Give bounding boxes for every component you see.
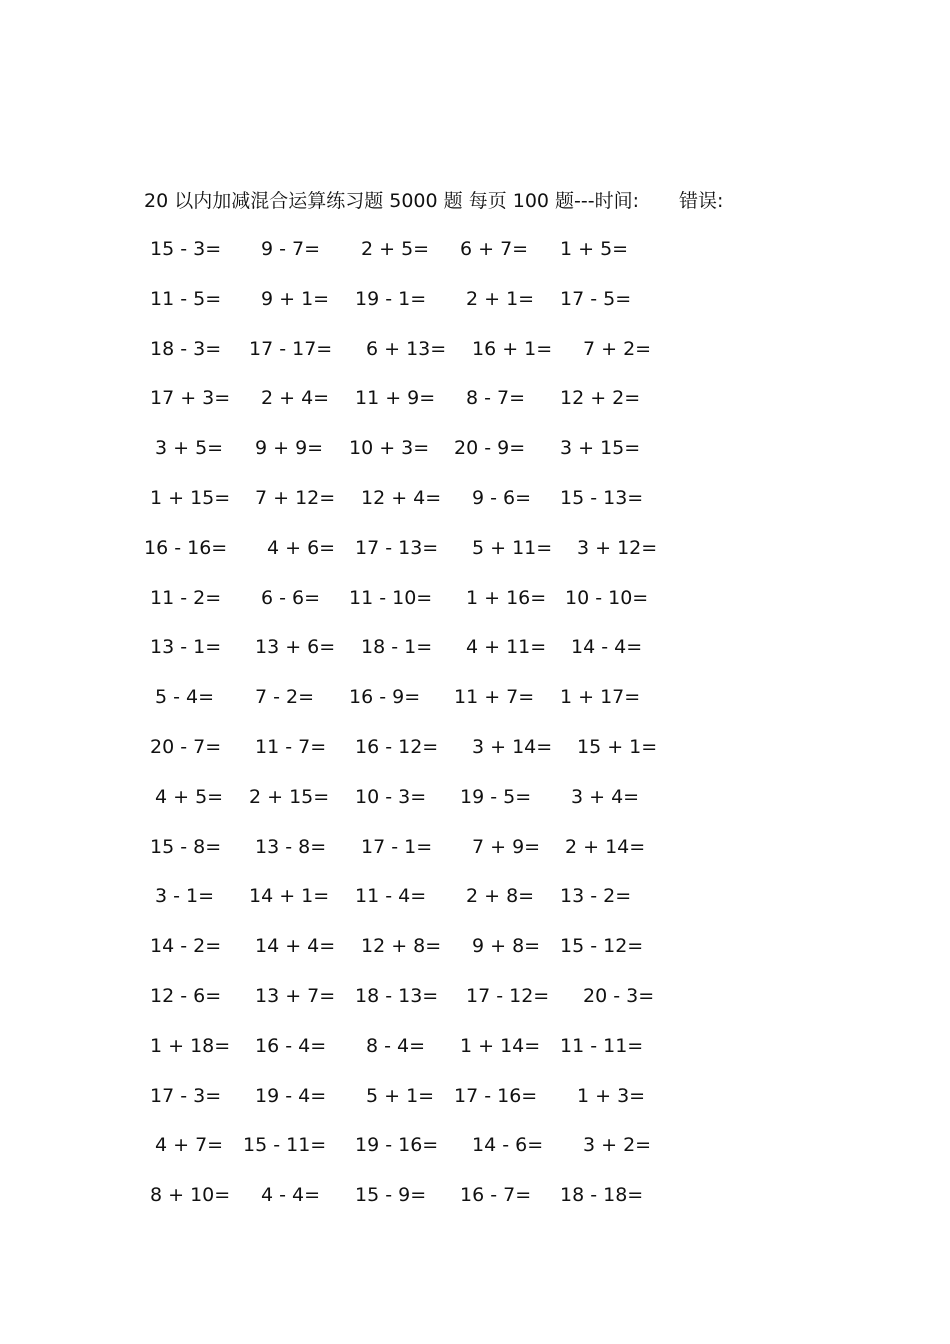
arithmetic-problem: 7 + 2=	[583, 337, 652, 360]
problem-row	[0, 433, 950, 463]
arithmetic-problem: 19 - 4=	[255, 1084, 327, 1107]
arithmetic-problem: 5 - 4=	[155, 686, 215, 709]
arithmetic-problem: 9 + 1=	[261, 287, 330, 310]
problem-row	[0, 1180, 950, 1210]
problem-row	[0, 334, 950, 364]
arithmetic-problem: 18 - 1=	[361, 636, 433, 659]
arithmetic-problem: 8 - 7=	[466, 387, 526, 410]
arithmetic-problem: 15 - 13=	[560, 487, 644, 509]
arithmetic-problem: 11 - 5=	[150, 287, 222, 310]
arithmetic-problem: 3 + 2=	[583, 1134, 652, 1157]
arithmetic-problem: 1 + 14=	[460, 1034, 541, 1057]
arithmetic-problem: 18 - 18=	[560, 1184, 644, 1207]
arithmetic-problem: 18 - 13=	[355, 985, 439, 1007]
arithmetic-problem: 16 - 4=	[255, 1034, 327, 1057]
arithmetic-problem: 3 + 4=	[571, 785, 640, 808]
arithmetic-problem: 11 - 7=	[255, 736, 327, 758]
arithmetic-problem: 4 + 11=	[466, 636, 547, 659]
arithmetic-problem: 12 + 2=	[560, 387, 641, 410]
arithmetic-problem: 15 - 12=	[560, 935, 644, 958]
arithmetic-problem: 20 - 7=	[150, 736, 222, 758]
problem-row	[0, 583, 950, 613]
arithmetic-problem: 7 + 9=	[472, 835, 541, 858]
arithmetic-problem: 11 + 7=	[454, 686, 535, 709]
arithmetic-problem: 13 - 1=	[150, 636, 222, 659]
arithmetic-problem: 16 - 12=	[355, 736, 439, 758]
arithmetic-problem: 8 + 10=	[150, 1184, 231, 1207]
arithmetic-problem: 14 - 4=	[571, 636, 643, 659]
problem-row	[0, 782, 950, 812]
arithmetic-problem: 16 + 1=	[472, 337, 553, 360]
arithmetic-problem: 4 + 7=	[155, 1134, 224, 1157]
problem-row	[0, 682, 950, 712]
arithmetic-problem: 12 + 4=	[361, 487, 442, 509]
arithmetic-problem: 3 + 14=	[472, 736, 553, 758]
problem-row	[0, 1081, 950, 1111]
arithmetic-problem: 13 - 2=	[560, 885, 632, 908]
arithmetic-problem: 17 - 12=	[466, 985, 550, 1007]
arithmetic-problem: 19 - 5=	[460, 785, 532, 808]
arithmetic-problem: 2 + 15=	[249, 785, 330, 808]
arithmetic-problem: 1 + 18=	[150, 1034, 231, 1057]
problem-row	[0, 632, 950, 662]
arithmetic-problem: 8 - 4=	[366, 1034, 426, 1057]
arithmetic-problem: 7 + 12=	[255, 487, 336, 509]
arithmetic-problem: 3 - 1=	[155, 885, 215, 908]
arithmetic-problem: 14 - 2=	[150, 935, 222, 958]
arithmetic-problem: 15 - 3=	[150, 238, 222, 260]
arithmetic-problem: 11 - 10=	[349, 586, 433, 609]
arithmetic-problem: 17 + 3=	[150, 387, 231, 410]
arithmetic-problem: 2 + 8=	[466, 885, 535, 908]
arithmetic-problem: 1 + 16=	[466, 586, 547, 609]
arithmetic-problem: 6 + 7=	[460, 238, 529, 260]
arithmetic-problem: 4 + 6=	[267, 536, 336, 559]
arithmetic-problem: 10 - 10=	[565, 586, 649, 609]
arithmetic-problem: 2 + 4=	[261, 387, 330, 410]
arithmetic-problem: 17 - 16=	[454, 1084, 538, 1107]
problem-row	[0, 383, 950, 413]
arithmetic-problem: 6 + 13=	[366, 337, 447, 360]
arithmetic-problem: 13 + 7=	[255, 985, 336, 1007]
arithmetic-problem: 2 + 5=	[361, 238, 430, 260]
arithmetic-problem: 11 - 2=	[150, 586, 222, 609]
arithmetic-problem: 2 + 14=	[565, 835, 646, 858]
arithmetic-problem: 5 + 11=	[472, 536, 553, 559]
arithmetic-problem: 19 - 16=	[355, 1134, 439, 1157]
arithmetic-problem: 16 - 7=	[460, 1184, 532, 1207]
arithmetic-problem: 11 - 11=	[560, 1034, 644, 1057]
arithmetic-problem: 9 + 8=	[472, 935, 541, 958]
arithmetic-problem: 1 + 17=	[560, 686, 641, 709]
arithmetic-problem: 3 + 15=	[560, 437, 641, 460]
arithmetic-problem: 4 + 5=	[155, 785, 224, 808]
arithmetic-problem: 14 - 6=	[472, 1134, 544, 1157]
problem-row	[0, 234, 950, 264]
worksheet-title: 20 以内加减混合运算练习题 5000 题 每页 100 题---时间:	[144, 190, 640, 212]
arithmetic-problem: 9 + 9=	[255, 437, 324, 460]
arithmetic-problem: 1 + 3=	[577, 1084, 646, 1107]
problem-row	[0, 533, 950, 563]
arithmetic-problem: 9 - 7=	[261, 238, 321, 260]
arithmetic-problem: 12 - 6=	[150, 985, 222, 1007]
arithmetic-problem: 4 - 4=	[261, 1184, 321, 1207]
arithmetic-problem: 13 - 8=	[255, 835, 327, 858]
problem-row	[0, 284, 950, 314]
errors-label: 错误:	[679, 190, 724, 212]
arithmetic-problem: 11 - 4=	[355, 885, 427, 908]
problem-row	[0, 483, 950, 513]
arithmetic-problem: 12 + 8=	[361, 935, 442, 958]
arithmetic-problem: 14 + 4=	[255, 935, 336, 958]
arithmetic-problem: 15 - 8=	[150, 835, 222, 858]
arithmetic-problem: 5 + 1=	[366, 1084, 435, 1107]
arithmetic-problem: 3 + 12=	[577, 536, 658, 559]
arithmetic-problem: 19 - 1=	[355, 287, 427, 310]
arithmetic-problem: 18 - 3=	[150, 337, 222, 360]
arithmetic-problem: 17 - 5=	[560, 287, 632, 310]
arithmetic-problem: 20 - 9=	[454, 437, 526, 460]
arithmetic-problem: 15 - 11=	[243, 1134, 327, 1157]
problem-row	[0, 832, 950, 862]
problem-row	[0, 981, 950, 1011]
arithmetic-problem: 7 - 2=	[255, 686, 315, 709]
arithmetic-problem: 14 + 1=	[249, 885, 330, 908]
arithmetic-problem: 16 - 9=	[349, 686, 421, 709]
arithmetic-problem: 11 + 9=	[355, 387, 436, 410]
problem-row	[0, 881, 950, 911]
arithmetic-problem: 17 - 17=	[249, 337, 333, 360]
problem-row	[0, 931, 950, 961]
problem-row	[0, 732, 950, 762]
arithmetic-problem: 6 - 6=	[261, 586, 321, 609]
arithmetic-problem: 2 + 1=	[466, 287, 535, 310]
arithmetic-problem: 15 - 9=	[355, 1184, 427, 1207]
arithmetic-problem: 17 - 1=	[361, 835, 433, 858]
arithmetic-problem: 3 + 5=	[155, 437, 224, 460]
arithmetic-problem: 10 - 3=	[355, 785, 427, 808]
arithmetic-problem: 17 - 13=	[355, 536, 439, 559]
arithmetic-problem: 20 - 3=	[583, 985, 655, 1007]
arithmetic-problem: 1 + 15=	[150, 487, 231, 509]
arithmetic-problem: 1 + 5=	[560, 238, 629, 260]
problem-row	[0, 1130, 950, 1160]
arithmetic-problem: 10 + 3=	[349, 437, 430, 460]
problem-row	[0, 1031, 950, 1061]
arithmetic-problem: 9 - 6=	[472, 487, 532, 509]
arithmetic-problem: 17 - 3=	[150, 1084, 222, 1107]
arithmetic-problem: 16 - 16=	[144, 536, 228, 559]
arithmetic-problem: 13 + 6=	[255, 636, 336, 659]
arithmetic-problem: 15 + 1=	[577, 736, 658, 758]
